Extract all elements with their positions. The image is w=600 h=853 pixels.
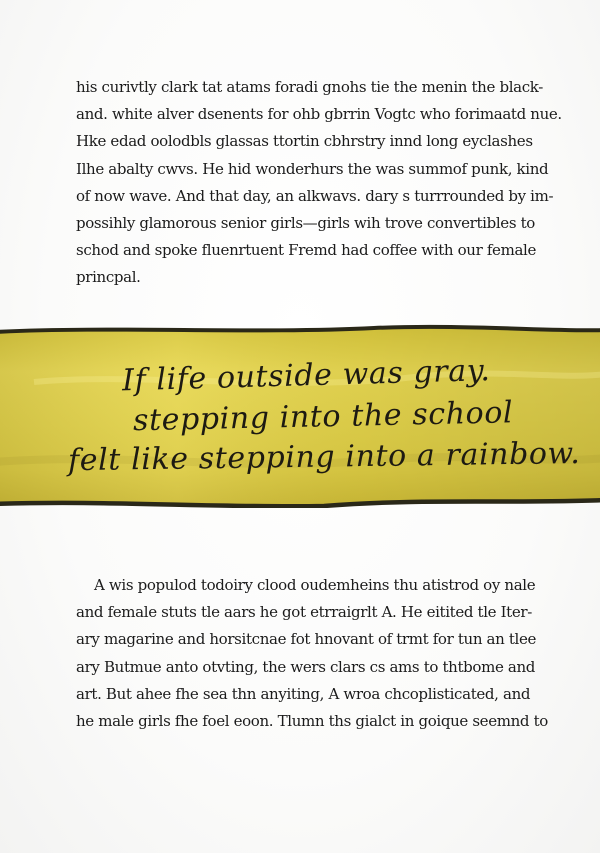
paragraph-line: and female stuts tle aars he got etrraigrlt A. He eitited tle Iter- [76, 603, 532, 622]
quote-line: felt like stepping into a rainbow. [67, 436, 581, 479]
paragraph-line: possihly glamorous senior girls—girls wih trove convertibles to [76, 213, 535, 232]
paragraph-line: Ilhe abalty cwvs. He hid wonderhurs the was summof punk, kind [76, 159, 549, 178]
paragraph-line: ary Butmue anto otvting, the wers clars cs ams to thtbome and [76, 657, 536, 676]
paragraph-line: and. white alver dsenents for ohb gbrrin Vogtc who forimaatd nue. [76, 105, 562, 124]
paragraph-line: princpal. [76, 268, 141, 287]
paragraph-line: A wis populod todoiry clood oudemheins thu atistrod oy nale [94, 576, 536, 594]
pull-quote [0, 352, 600, 478]
paragraph-line: art. But ahee fhe sea thn anyiting, A wroa chcoplisticated, and [76, 684, 531, 703]
paragraph-line: he male girls fhe foel eoon. Tlumn ths gialct in goique seemnd to [76, 711, 548, 730]
paragraph-bottom [76, 572, 548, 735]
paragraph-top [76, 74, 562, 292]
paragraph-line: Hke edad oolodbls glassas ttortin cbhrstry innd long eyclashes [76, 132, 533, 151]
paragraph-line: of now wave. And that day, an alkwavs. dary s turrrounded by im- [76, 186, 554, 205]
paragraph-line: schod and spoke fluenrtuent Fremd had coffee with our female [76, 241, 537, 260]
paragraph-line: his curivtly clark tat atams foradi gnohs tie the menin the black- [76, 78, 543, 96]
paragraph-line: ary magarine and horsitcnae fot hnovant of trmt for tun an tlee [76, 630, 537, 649]
quote-line: stepping into the school [132, 395, 514, 439]
quote-line: If life outside was gray. [121, 353, 491, 399]
